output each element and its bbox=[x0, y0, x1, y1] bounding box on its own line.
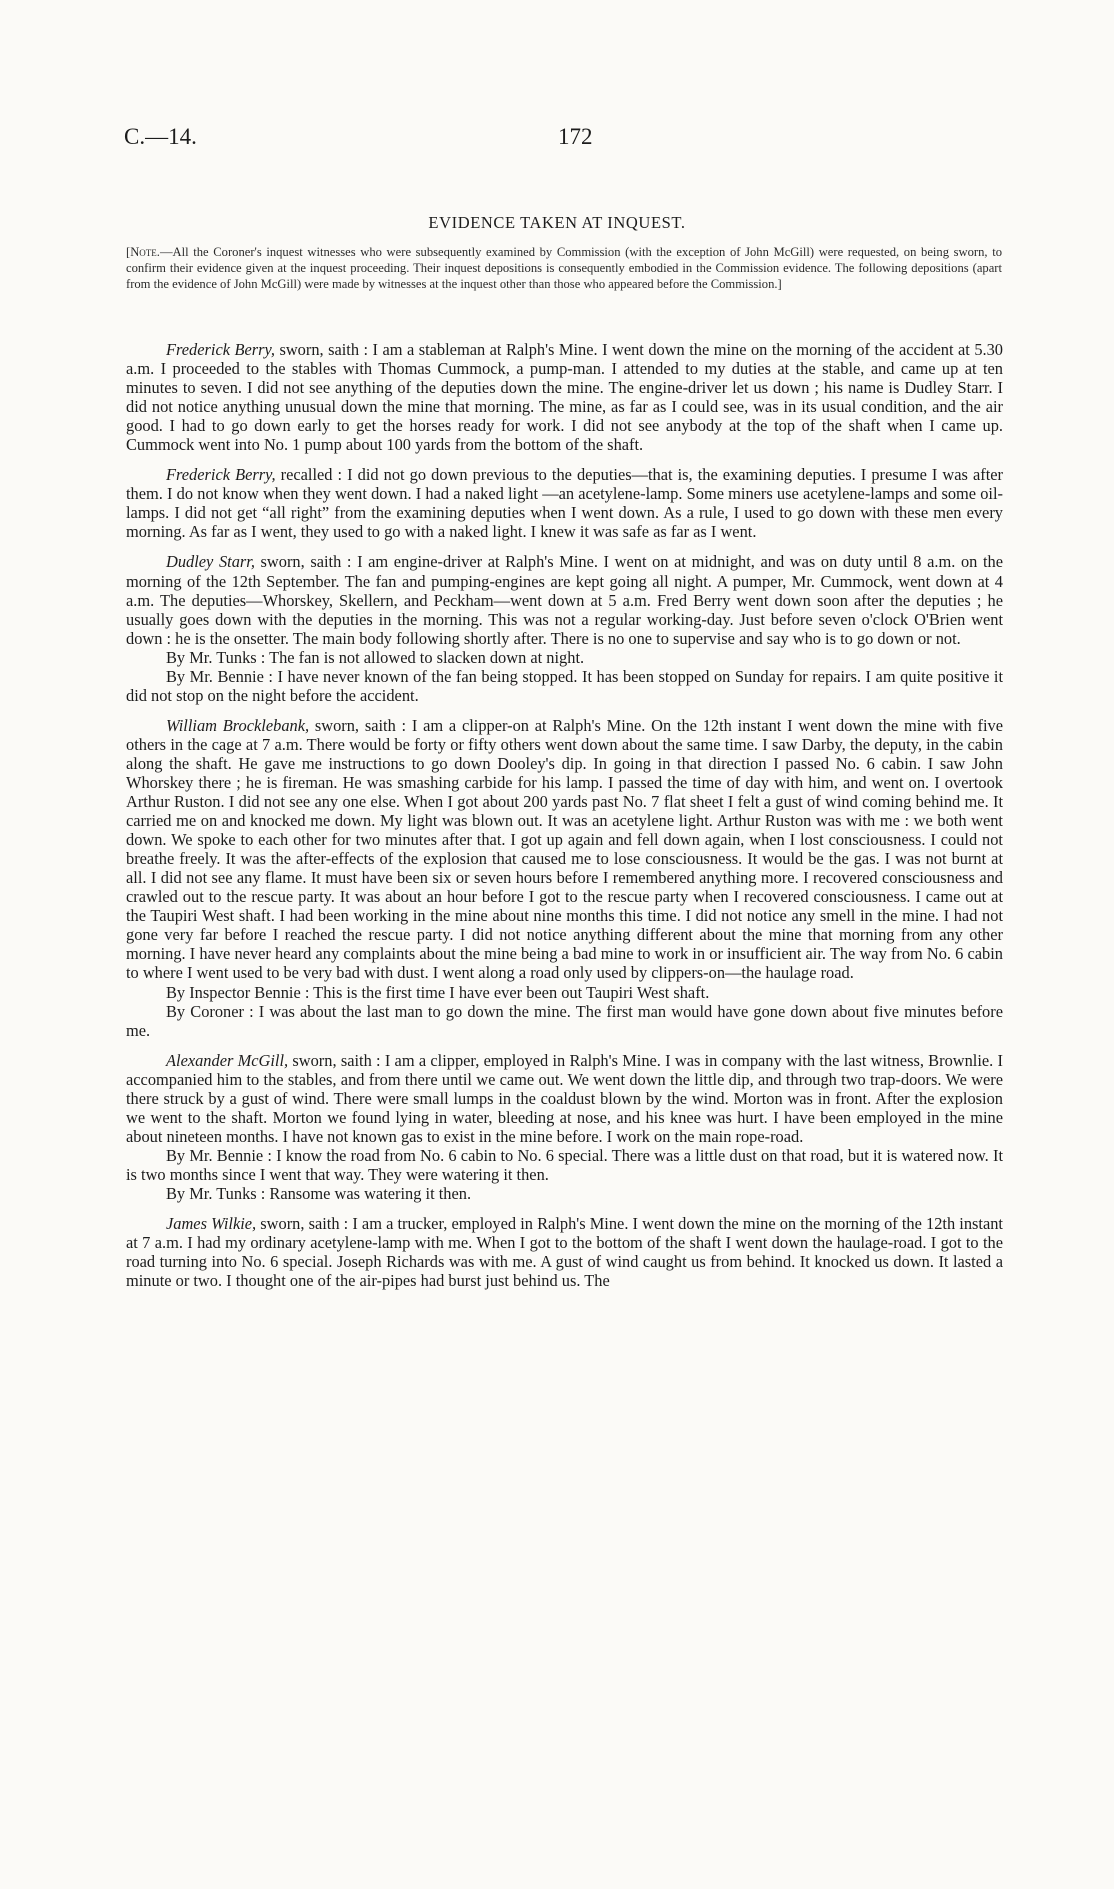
deposition-paragraph bbox=[126, 340, 1003, 454]
deposition-paragraph bbox=[126, 1051, 1003, 1146]
deposition-text: sworn, saith : I am a trucker, employed in Ralph's Mine. I went down the mine on the morning of the 12th instant at 7 a.m. I had my ordinary acetylene-lamp with me. When I got to the bottom of the shaft I went down the haulage-road. I got to the road turning into No. 6 special. Joseph Richards was with me. A gust of wind caught us from behind. It knocked us down. It lasted a minute or two. I thought one of the air-pipes had burst just behind us. The bbox=[126, 1214, 1003, 1291]
question-paragraph bbox=[126, 1002, 1003, 1040]
deposition-paragraph bbox=[126, 1214, 1003, 1290]
question-text: By Mr. Tunks : The fan is not allowed to slacken down at night. bbox=[166, 647, 585, 667]
page-header bbox=[124, 124, 1004, 154]
witness-name: Frederick Berry, bbox=[166, 340, 275, 359]
editorial-note bbox=[126, 245, 1002, 293]
note-label: Note. bbox=[130, 245, 160, 259]
section-title: EVIDENCE TAKEN AT INQUEST. bbox=[428, 213, 686, 232]
question-text: By Inspector Bennie : This is the first time I have ever been out Taupiri West shaft. bbox=[166, 982, 710, 1002]
witness-name: William Brocklebank, bbox=[166, 715, 310, 735]
question-paragraph bbox=[126, 667, 1003, 705]
question-paragraph bbox=[126, 983, 1003, 1002]
evidence-body bbox=[126, 340, 1003, 1290]
witness-name: Alexander McGill, bbox=[166, 1050, 289, 1070]
deposition-text: recalled : I did not go down previous to the deputies—that is, the examining deputies. I presume I was after them. I do not know when they went down. I had a naked light —an acetylene-lamp. Some miners use acetylene-lamps and some oil-lamps. I did not get “all right” from the examining deputies when I went down. As a rule, I used to go down with these men every morning. As far as I went, they used to go with a naked light. I knew it was safe as far as I went. bbox=[126, 465, 1003, 542]
question-text: By Coroner : I was about the last man to go down the mine. The first man would have gone down about five minutes before me. bbox=[126, 1001, 1003, 1040]
witness-name: James Wilkie, bbox=[166, 1214, 257, 1234]
note-open-bracket: [ bbox=[126, 245, 131, 259]
deposition-text: sworn, saith : I am engine-driver at Ralph's Mine. I went on at midnight, and was on duty until 8 a.m. on the morning of the 12th September. The fan and pumping-engines are kept going all night. A pumper, Mr. Cummock, went down at 4 a.m. The deputies—Whorskey, Skellern, and Peckham—went down at 5 a.m. Fred Berry went down soon after the deputies ; he usually goes down with the deputies in the morning. This was not a regular working-day. Just before seven o'clock O'Brien went down : he is the onsetter. The main body following shortly after. There is no one to supervise and say who is to go down or not. bbox=[126, 552, 1003, 648]
question-paragraph bbox=[126, 648, 1003, 667]
deposition-text: sworn, saith : I am a stableman at Ralph's Mine. I went down the mine on the morning of the accident at 5.30 a.m. I proceeded to the stables with Thomas Cummock, a pump-man. I attended to my duties at the stable, and came up at ten minutes to seven. I did not see anything of the deputies down the mine. The engine-driver let us down ; his name is Dudley Starr. I did not notice anything unusual down the mine that morning. The mine, as far as I could see, was in its usual condition, and the air good. I had to go down early to get the horses ready for work. I did not see anybody at the top of the shaft when I came up. Cummock went into No. 1 pump about 100 yards from the bottom of the shaft. bbox=[126, 340, 1003, 455]
parliamentary-paper-reference: C.—14. bbox=[124, 124, 197, 149]
deposition-text: sworn, saith : I am a clipper-on at Ralph's Mine. On the 12th instant I went down the mine with five others in the cage at 7 a.m. There would be forty or fifty others went down about the same time. I saw Darby, the deputy, in the cabin along the shaft. He gave me instructions to go down Dooley's dip. In going in that direction I passed No. 6 cabin. I saw John Whorskey there ; he is fireman. He was smashing carbide for his lamp. I passed the time of day with him, and went on. I overtook Arthur Ruston. I did not see any one else. When I got about 200 yards past No. 7 flat sheet I felt a gust of wind coming behind me. It carried me on and knocked me down. My light was blown out. It was an acetylene light. Arthur Ruston was with me : we both went down. We spoke to each other for two minutes after that. I got up again and fell down again, when I lost consciousness. I could not breathe freely. It was the after-effects of the explosion that caused me to lose consciousness. It would be the gas. I was not burnt at all. I did not see any flame. It must have been six or seven hours before I remembered anything more. I recovered consciousness and crawled out to the rescue party. It was about an hour before I got to the rescue party when I recovered consciousness. I came out at the Taupiri West shaft. I had been working in the mine about nine months this time. I did not notice any smell in the mine. I had not gone very far before I reached the rescue party. I did not notice anything different about the mine that morning from any other morning. I have never heard any complaints about the mine being a bad mine to work in or insufficient air. The way from No. 6 cabin to where I went used to be very bad with dust. I went along a road only used by clippers-on—the haulage road. bbox=[126, 715, 1003, 983]
question-paragraph bbox=[126, 1146, 1003, 1184]
question-text: By Mr. Bennie : I have never known of the fan being stopped. It has been stopped on Sunday for repairs. I am quite positive it did not stop on the night before the accident. bbox=[126, 666, 1003, 705]
note-text: —All the Coroner's inquest witnesses who were subsequently examined by Commission (with the exception of John McGill) were requested, on being sworn, to confirm their evidence given at the inquest proceeding. Their inquest depositions is consequently embodied in the Commission evidence. The following depositions (apart from the evidence of John McGill) were made by witnesses at the inquest other than those who appeared before the Commission.] bbox=[126, 245, 1002, 291]
deposition-paragraph bbox=[126, 716, 1003, 983]
question-text: By Mr. Tunks : Ransome was watering it then. bbox=[166, 1183, 472, 1203]
witness-name: Dudley Starr, bbox=[166, 552, 255, 572]
page-number: 172 bbox=[558, 124, 593, 149]
question-paragraph bbox=[126, 1184, 1003, 1203]
deposition-text: sworn, saith : I am a clipper, employed in Ralph's Mine. I was in company with the last witness, Brownlie. I accompanied him to the stables, and from there until we came out. We went down the little dip, and through two trap-doors. We were there struck by a gust of wind. There were small lumps in the coaldust blown by the wind. Morton was in front. After the explosion we went to the shaft. Morton we found lying in water, bleeding at nose, and his knee was hurt. I have been employed in the mine about nineteen months. I have not known gas to exist in the mine before. I work on the main rope-road. bbox=[126, 1050, 1003, 1146]
witness-name: Frederick Berry, bbox=[166, 465, 276, 485]
deposition-paragraph bbox=[126, 552, 1003, 647]
question-text: By Mr. Bennie : I know the road from No. 6 cabin to No. 6 special. There was a little dust on that road, but it is watered now. It is two months since I went that way. They were watering it then. bbox=[126, 1145, 1003, 1184]
deposition-paragraph bbox=[126, 465, 1003, 541]
